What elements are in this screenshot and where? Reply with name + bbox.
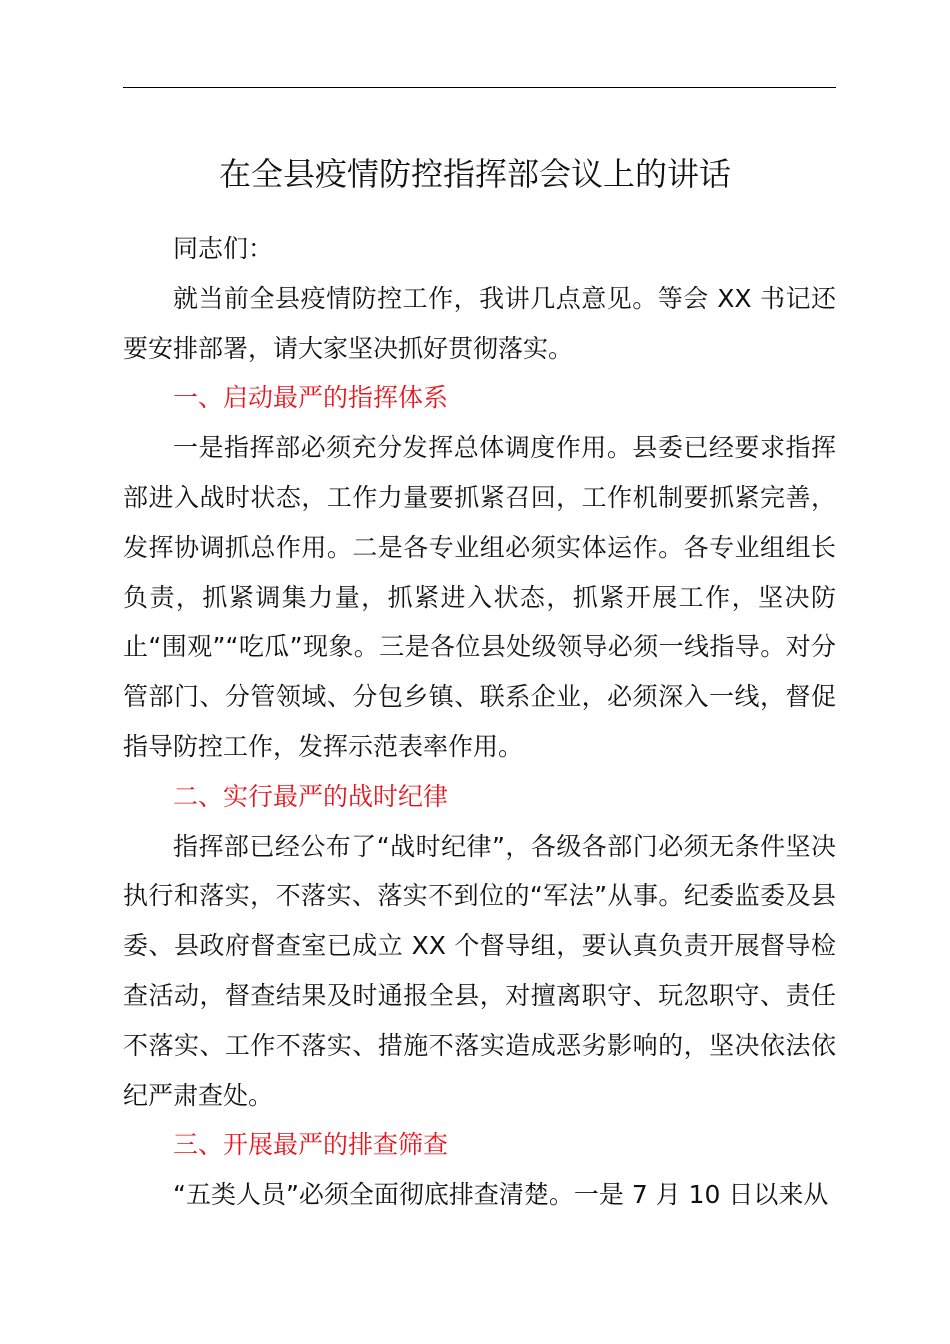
document-title: 在全县疫情防控指挥部会议上的讲话	[218, 155, 731, 193]
section-paragraph-3: “五类人员”必须全面彻底排查清楚。一是 7 月 10 日以来从	[173, 1180, 829, 1210]
intro-paragraph: 就当前全县疫情防控工作，我讲几点意见。等会 XX 书记还要安排部署，请大家坚决抓好贯彻落实。	[123, 283, 836, 363]
section-paragraph-1: 一是指挥部必须充分发挥总体调度作用。县委已经要求指挥部进入战时状态，工作力量要抓紧召回，工作机制要抓紧完善，发挥协调抓总作用。二是各专业组必须实体运作。各专业组组长负责，抓紧调集力量，抓紧进入状态，抓紧开展工作，坚决防止“围观”“吃瓜”现象。三是各位县处级领导必须一线指导。对分管部门、分管领域、分包乡镇、联系企业，必须深入一线，督促指导防控工作，发挥示范表率作用。	[123, 433, 836, 761]
header-rule	[123, 87, 836, 88]
section-paragraph-2: 指挥部已经公布了“战时纪律”，各级各部门必须无条件坚决执行和落实，不落实、落实不到位的“军法”从事。纪委监委及县委、县政府督查室已成立 XX 个督导组，要认真负责开展督导检查活动，督查结果及时通报全县，对擅离职守、玩忽职守、责任不落实、工作不落实、措施不落实造成恶劣影响的，坚决依法依纪严肃查处。	[123, 831, 836, 1110]
section-heading-3: 三、开展最严的排查筛查	[173, 1130, 449, 1160]
salutation: 同志们：	[173, 234, 274, 263]
document-body	[123, 224, 836, 1220]
section-heading-1: 一、启动最严的指挥体系	[173, 383, 449, 413]
section-heading-2: 二、实行最严的战时纪律	[173, 781, 449, 811]
